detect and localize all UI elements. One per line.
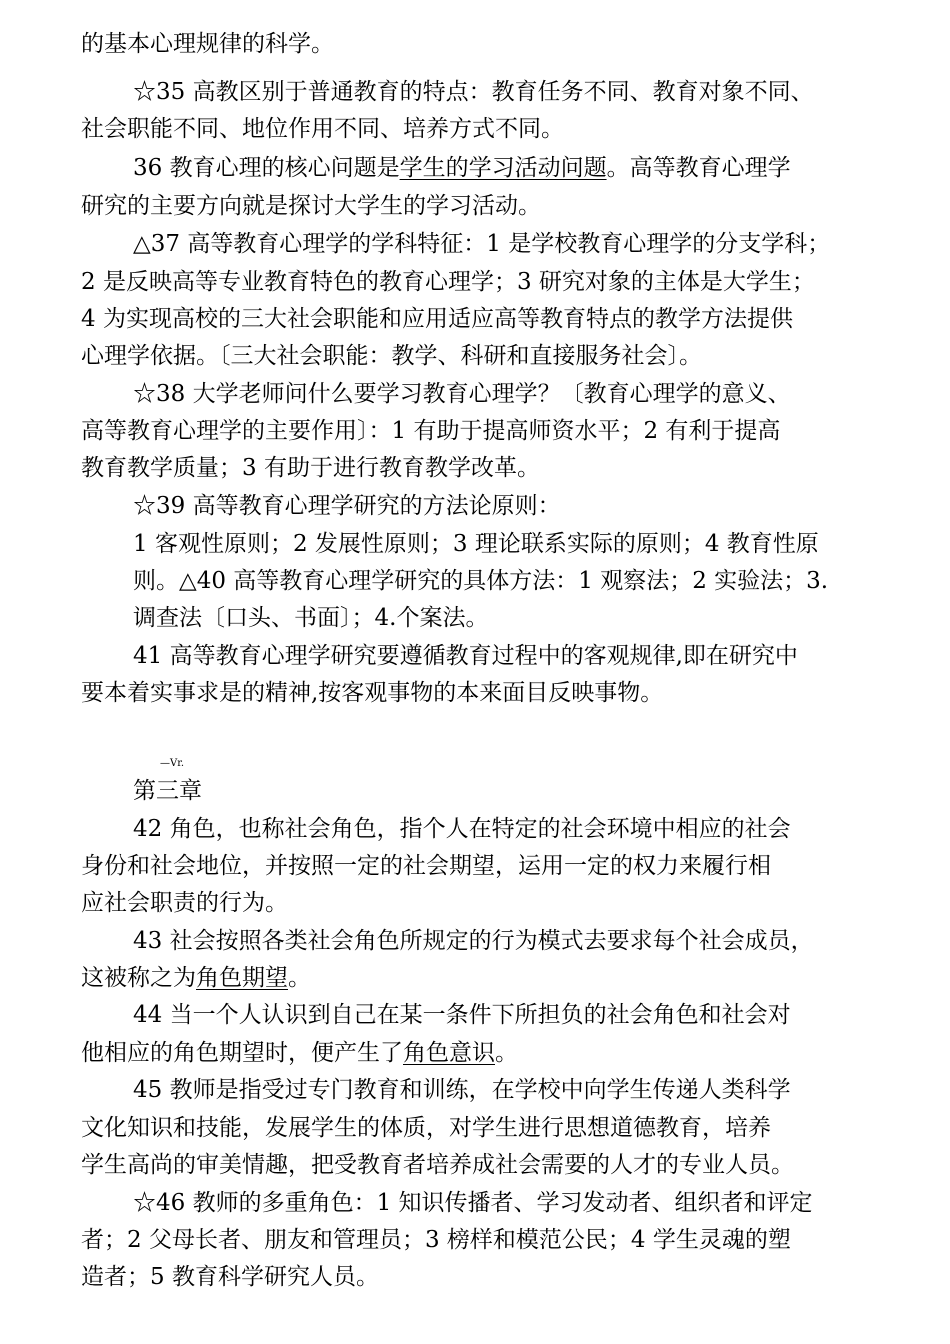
text-line-17: 要本着实事求是的精神,按客观事物的本来面目反映事物。 (81, 680, 664, 706)
small-marker: —Vr. (160, 758, 185, 769)
text-line-10: 高等教育心理学的主要作用〕：1 有助于提高师资水平；2 有利于提高 (81, 418, 781, 444)
text-line-25: 45 教师是指受过专门教育和训练，在学校中向学生传递人类科学 (133, 1077, 791, 1103)
text-line-0: 的基本心理规律的科学。 (81, 31, 334, 57)
chapter-heading: 第三章 (133, 778, 202, 804)
text-line-7: 4 为实现高校的三大社会职能和应用适应高等教育特点的教学方法提供 (81, 306, 793, 332)
text-line-24 (81, 1038, 518, 1068)
text-line-13: 1 客观性原则；2 发展性原则；3 理论联系实际的原则；4 教育性原 (133, 531, 819, 557)
text-line-6: 2 是反映高等专业教育特色的教育心理学；3 研究对象的主体是大学生； (81, 269, 815, 295)
text-line-5: △37 高等教育心理学的学科特征：1 是学校教育心理学的分支学科； (133, 231, 831, 257)
text-segment: 。高等教育心理学 (606, 155, 791, 181)
text-line-16: 41 高等教育心理学研究要遵循教育过程中的客观规律,即在研究中 (133, 643, 798, 669)
text-segment: 。 (495, 1040, 518, 1066)
text-line-23: 44 当一个人认识到自己在某一条件下所担负的社会角色和社会对 (133, 1002, 791, 1028)
text-line-29: 者；2 父母长者、朋友和管理员；3 榜样和模范公民；4 学生灵魂的塑 (81, 1227, 791, 1253)
text-line-15: 调查法〔口头、书面〕；4.个案法。 (133, 605, 489, 631)
text-line-4: 研究的主要方向就是探讨大学生的学习活动。 (81, 193, 541, 219)
text-line-3 (133, 153, 791, 183)
text-line-1: ☆35 高教区别于普通教育的特点：教育任务不同、教育对象不同、 (133, 79, 814, 105)
text-line-2: 社会职能不同、地位作用不同、培养方式不同。 (81, 116, 564, 142)
text-line-8: 心理学依据。〔三大社会职能：教学、科研和直接服务社会〕。 (81, 343, 702, 369)
text-line-9: ☆38 大学老师问什么要学习教育心理学？〔教育心理学的意义、 (133, 381, 791, 407)
text-line-20: 应社会职责的行为。 (81, 890, 288, 916)
text-segment: 他相应的角色期望时，便产生了 (81, 1040, 403, 1066)
text-line-19: 身份和社会地位，并按照一定的社会期望，运用一定的权力来履行相 (81, 853, 771, 879)
underlined-term: 角色期望 (196, 965, 288, 991)
text-segment: 36 教育心理的核心问题是 (133, 155, 400, 181)
text-line-28: ☆46 教师的多重角色：1 知识传播者、学习发动者、组织者和评定 (133, 1190, 813, 1216)
text-line-21: 43 社会按照各类社会角色所规定的行为模式去要求每个社会成员， (133, 928, 814, 954)
text-line-22 (81, 963, 311, 993)
text-line-26: 文化知识和技能，发展学生的体质，对学生进行思想道德教育，培养 (81, 1115, 771, 1141)
text-line-30: 造者；5 教育科学研究人员。 (81, 1264, 379, 1290)
text-line-12: ☆39 高等教育心理学研究的方法论原则： (133, 493, 561, 519)
text-line-18: 42 角色，也称社会角色，指个人在特定的社会环境中相应的社会 (133, 816, 791, 842)
text-line-11: 教育教学质量；3 有助于进行教育教学改革。 (81, 455, 540, 481)
text-segment: 。 (288, 965, 311, 991)
text-line-14: 则。△40 高等教育心理学研究的具体方法：1 观察法；2 实验法；3. (133, 568, 829, 594)
text-line-27: 学生高尚的审美情趣，把受教育者培养成社会需要的人才的专业人员。 (81, 1152, 794, 1178)
text-segment: 这被称之为 (81, 965, 196, 991)
underlined-term: 角色意识 (403, 1040, 495, 1066)
underlined-term: 学生的学习活动问题 (399, 155, 607, 181)
